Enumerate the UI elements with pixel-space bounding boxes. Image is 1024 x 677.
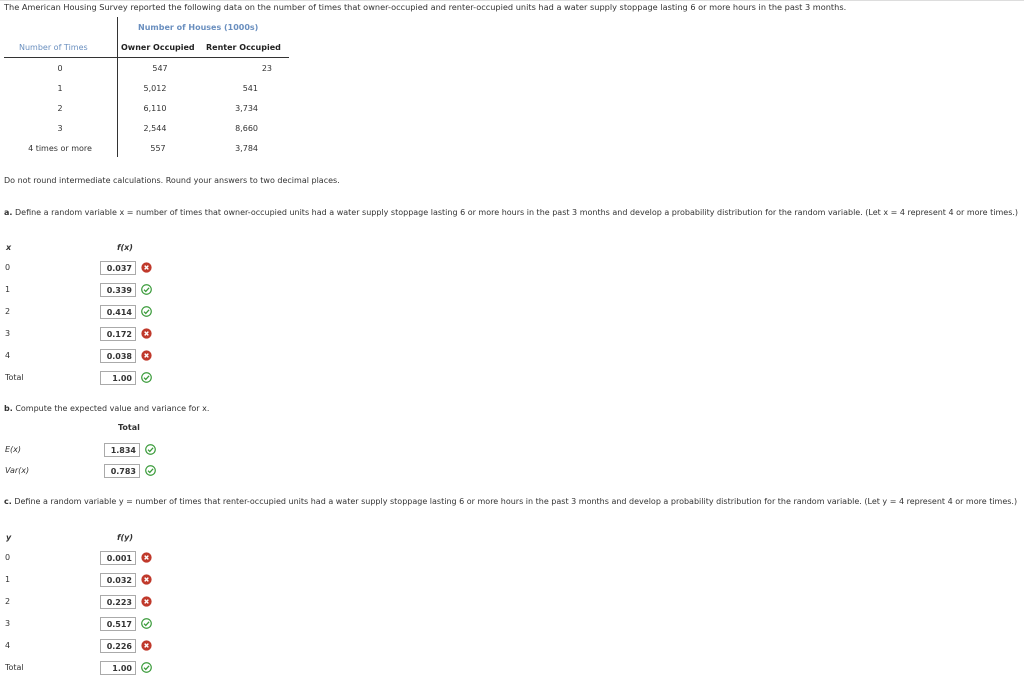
owner-cell: 557	[150, 144, 166, 153]
col-fy-header: f(y)	[117, 533, 134, 542]
part-a-prompt	[4, 207, 1020, 219]
times-cell: 0	[57, 64, 63, 73]
check-circle-icon	[141, 372, 152, 383]
intro-text: The American Housing Survey reported the following data on the number of times that owner-occupied and renter-occupied units had a water supply stoppage lasting 6 or more hours in the past 3 months.	[4, 2, 847, 12]
row-label: 3	[5, 329, 11, 338]
part-c-text: Define a random variable y = number of times that renter-occupied units had a water supply stoppage lasting 6 or more hours in the past 3 months and develop a probability distribution for the random variable. (Let y = 4 represent 4 or more times.)	[14, 497, 1018, 506]
row-label: 4	[5, 641, 11, 650]
answer-input[interactable]: 0.339	[100, 283, 136, 297]
answer-input[interactable]: 0.001	[100, 551, 136, 565]
col-x-header: x	[6, 243, 12, 252]
answer-input[interactable]: 0.037	[100, 261, 136, 275]
row-label: Var(x)	[5, 466, 30, 475]
answer-input[interactable]: 0.226	[100, 639, 136, 653]
col-header-renter: Renter Occupied	[206, 43, 281, 52]
part-a-text: Define a random variable x = number of times that owner-occupied units had a water supply stoppage lasting 6 or more hours in the past 3 months and develop a probability distribution for the random variable. (Let x = 4 represent 4 or more times.)	[14, 208, 1019, 217]
x-circle-icon	[141, 552, 152, 563]
part-c-label: c.	[4, 497, 12, 506]
x-circle-icon	[141, 574, 152, 585]
check-circle-icon	[141, 662, 152, 673]
col-header-owner: Owner Occupied	[121, 43, 195, 52]
answer-input[interactable]: 0.414	[100, 305, 136, 319]
owner-cell: 547	[152, 64, 168, 73]
answer-input[interactable]: 0.223	[100, 595, 136, 609]
col-header-times: Number of Times	[19, 43, 88, 52]
answer-input[interactable]: 0.038	[100, 349, 136, 363]
x-circle-icon	[141, 596, 152, 607]
row-label: Total	[5, 373, 24, 382]
answer-input[interactable]: 0.517	[100, 617, 136, 631]
table-super-header: Number of Houses (1000s)	[138, 23, 259, 32]
owner-cell: 5,012	[143, 84, 167, 93]
renter-cell: 3,734	[235, 104, 258, 113]
check-circle-icon	[141, 284, 152, 295]
col-y-header: y	[6, 533, 12, 542]
row-label: 4	[5, 351, 11, 360]
times-cell: 4 times or more	[28, 144, 92, 153]
part-b-label: b.	[4, 404, 13, 413]
part-a-label: a.	[4, 208, 13, 217]
row-label: E(x)	[5, 445, 22, 454]
renter-cell: 23	[261, 64, 272, 73]
check-circle-icon	[141, 306, 152, 317]
part-b-prompt	[4, 403, 1020, 415]
top-border	[0, 0, 1024, 1]
row-label: 0	[5, 263, 11, 272]
row-label: 0	[5, 553, 11, 562]
row-label: 1	[5, 285, 11, 294]
table-header-rule	[4, 57, 289, 58]
renter-cell: 8,660	[235, 124, 258, 133]
renter-cell: 3,784	[235, 144, 258, 153]
table-vertical-divider	[117, 17, 118, 157]
col-fx-header: f(x)	[117, 243, 133, 252]
owner-cell: 2,544	[143, 124, 167, 133]
answer-input[interactable]: 0.032	[100, 573, 136, 587]
check-circle-icon	[145, 444, 156, 455]
x-circle-icon	[141, 640, 152, 651]
times-cell: 2	[57, 104, 63, 113]
x-circle-icon	[141, 262, 152, 273]
answer-input[interactable]: 0.783	[104, 464, 140, 478]
row-label: 1	[5, 575, 11, 584]
row-label: Total	[5, 663, 24, 672]
x-circle-icon	[141, 328, 152, 339]
times-cell: 3	[57, 124, 63, 133]
instruction-text: Do not round intermediate calculations. Round your answers to two decimal places.	[4, 176, 340, 185]
row-label: 2	[5, 597, 11, 606]
renter-cell: 541	[242, 84, 258, 93]
row-label: 3	[5, 619, 11, 628]
answer-input[interactable]: 1.00	[100, 661, 136, 675]
check-circle-icon	[141, 618, 152, 629]
check-circle-icon	[145, 465, 156, 476]
answer-input[interactable]: 1.00	[100, 371, 136, 385]
col-total-header: Total	[118, 423, 140, 432]
answer-input[interactable]: 0.172	[100, 327, 136, 341]
times-cell: 1	[57, 84, 63, 93]
owner-cell: 6,110	[143, 104, 167, 113]
part-c-prompt	[4, 496, 1020, 508]
row-label: 2	[5, 307, 11, 316]
answer-input[interactable]: 1.834	[104, 443, 140, 457]
x-circle-icon	[141, 350, 152, 361]
part-b-text: Compute the expected value and variance for x.	[15, 404, 210, 413]
